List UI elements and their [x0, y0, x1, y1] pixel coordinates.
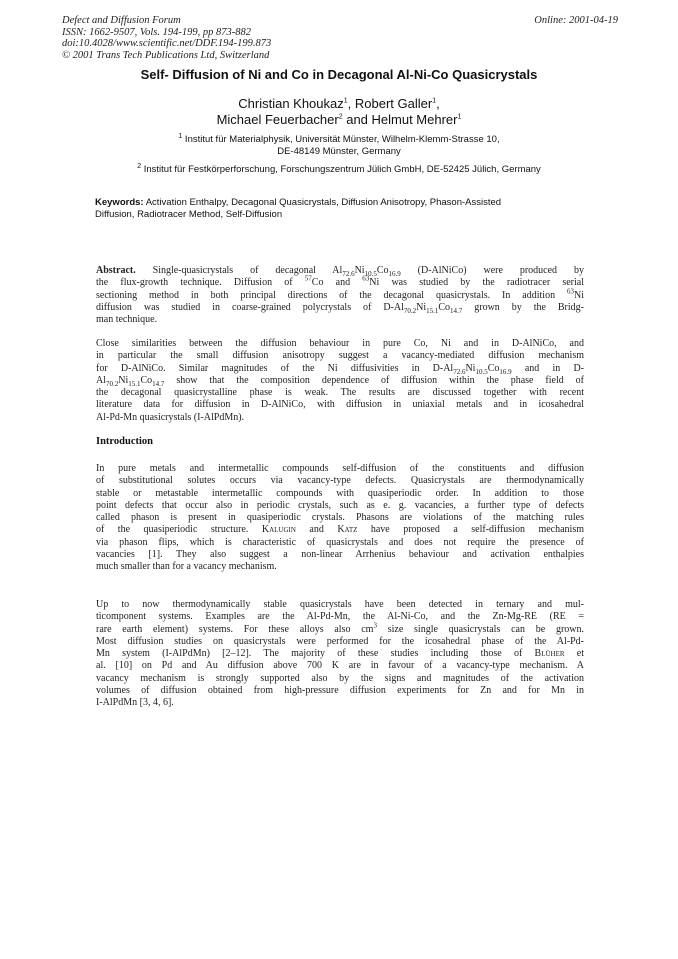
author-list	[0, 96, 678, 128]
abstract-paragraph-1: Abstract. Single-quasicrystals of decagonal $Al_{72.6}Ni_{10.5}Co_{16.9}$ (D-AlNiCo) were produced by the flux-growth technique. Diffusion of $^{57}$Co and $^{63}$Ni was studied by the radiotracer serial sectioning method in both principal directions of the decagonal quasicrystals. In addition $^{63}$Ni diffusion was studied in coarse-grained polycrystals of $D-Al_{70.2}Ni_{15.1}Co_{14.7}$ grown by the Bridg- man technique.	[96, 265, 584, 325]
introduction-paragraph-2: Up to now thermodynamically stable quasicrystals have been detected in ternary and mul- ticomponent systems. Examples are the Al-Pd-Mn, the Al-Ni-Co, and the Zn-Mg-RE (RE = rare earth element) systems. For these alloys also $cm^3$ size single quasicrystals can be grown. Most diffusion studies on quasicrystals were performed for the icosahedral phase of the Al-Pd- Mn system (I-AlPdMn) [2–12]. The majority of these studies including those of Blüher et al. [10] on Pd and Au diffusion above 700 K are in favour of a vacancy-type mechanism. A vacancy mechanism is strongly supported also by the signs and magnitudes of the activation volumes of diffusion obtained from high-pressure diffusion experiments for Zn and for Mn in I-AlPdMn [3, 4, 6].	[96, 599, 584, 708]
section-heading-introduction: Introduction	[96, 436, 153, 447]
online-date: Online: 2001-04-19	[534, 15, 618, 26]
keywords: Keywords: Activation Enthalpy, Decagonal Quasicrystals, Diffusion Anisotropy, Phason-Assisted Diffusion, Radiotracer Method, Self-Diffusion	[95, 197, 502, 220]
journal-name: Defect and Diffusion Forum	[62, 15, 181, 26]
affiliation-1: $^1$ Institut für Materialphysik, Universität Münster, Wilhelm-Klemm-Strasse 10, DE-48149 Münster, Germany	[178, 132, 500, 157]
doi-line: doi:10.4028/www.scientific.net/DDF.194-199.873	[62, 38, 272, 49]
author-line-1: Christian Khoukaz$^1$, Robert Galler$^1$,	[238, 96, 440, 111]
introduction-paragraph-1: In pure metals and intermetallic compounds self-diffusion of the constituents and diffusion of substitutional solutes occurs via vacancy-type defects. Quasicrystals are thermodynamically stable or metastable intermetallic compounds with quasiperiodic order. In addition to those point defects that occur also in periodic crystals, such as e. g. vacancies, a further type of defects called phason is present in quasiperiodic crystals. Phasons are violations of the matching rules of the quasiperiodic structure. Kalugin and Katz have proposed a self-diffusion mechanism via phason flips, which is characteristic of quasicrystals and does not require the presence of vacancies [1]. They also suggest a non-linear Arrhenius behaviour and activation enthalpies much smaller than for a vacancy mechanism.	[96, 463, 584, 572]
abstract-label: Abstract.	[96, 265, 136, 276]
paper-title: Self- Diffusion of Ni and Co in Decagonal Al-Ni-Co Quasicrystals	[140, 67, 538, 82]
keywords-label: Keywords:	[95, 197, 144, 208]
journal-info	[62, 15, 271, 61]
author-line-2: Michael Feuerbacher$^2$ and Helmut Mehrer$^1$	[216, 112, 462, 127]
affiliation-2: $^2$ Institut für Festkörperforschung, Forschungszentrum Jülich GmbH, DE-52425 Jülich, Germany	[137, 162, 541, 175]
copyright-line: © 2001 Trans Tech Publications Ltd, Switzerland	[62, 49, 270, 61]
abstract-paragraph-2: Close similarities between the diffusion behaviour in pure Co, Ni and in D-AlNiCo, and in particular the small diffusion anisotropy suggest a vacancy-mediated diffusion mechanism for D-AlNiCo. Similar magnitudes of the Ni diffusivities in $D-Al_{72.6}Ni_{10.5}Co_{16.9}$ and in D- $Al_{70.2}Ni_{15.1}Co_{14.7}$ show that the composition dependence of diffusion within the phase field of the decagonal quasicrystalline phase is weak. The results are discussed together with recent literature data for diffusion in D-AlNiCo, with diffusion in uniaxial metals and in icosahedral Al-Pd-Mn quasicrystals (I-AlPdMn).	[96, 338, 584, 423]
issn-line: ISSN: 1662-9507, Vols. 194-199, pp 873-882	[62, 26, 251, 38]
